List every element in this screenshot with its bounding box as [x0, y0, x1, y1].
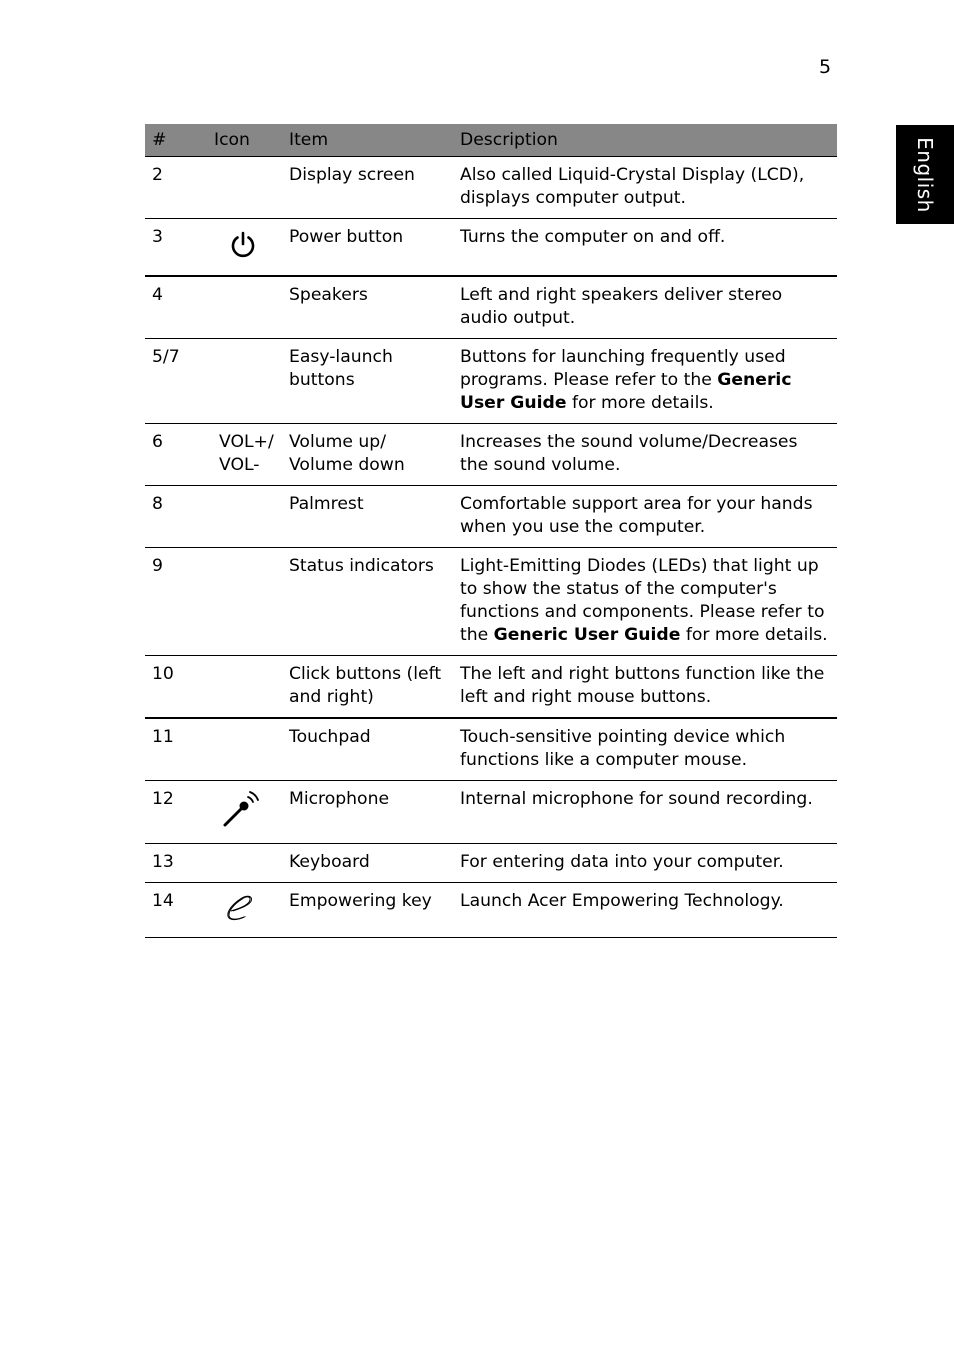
row-number: 11: [145, 718, 212, 781]
row-description: Also called Liquid-Crystal Display (LCD), displays computer output.: [453, 157, 837, 219]
row-number: 9: [145, 548, 212, 656]
row-description: For entering data into your computer.: [453, 844, 837, 883]
page-number: 5: [818, 56, 832, 78]
table-row: [145, 883, 837, 938]
row-description: Launch Acer Empowering Technology.: [453, 883, 837, 938]
row-icon-text: [212, 844, 282, 883]
table-row: [145, 276, 837, 339]
row-description: Internal microphone for sound recording.: [453, 781, 837, 844]
guide-reference: Generic User Guide: [460, 370, 792, 413]
row-item: Empowering key: [282, 883, 453, 938]
header-number: #: [145, 124, 212, 157]
language-tab: [896, 125, 954, 224]
table-row: [145, 424, 837, 486]
guide-reference: Generic User Guide: [493, 625, 681, 645]
row-item: Easy-launch buttons: [282, 339, 453, 424]
row-description: Touch-sensitive pointing device which functions like a computer mouse.: [453, 718, 837, 781]
row-description: Buttons for launching frequently used programs. Please refer to the Generic User Guide for more details.: [453, 339, 837, 424]
row-description: Turns the computer on and off.: [453, 219, 837, 277]
row-item: Click buttons (left and right): [282, 656, 453, 719]
header-item: Item: [282, 124, 453, 157]
row-number: 14: [145, 883, 212, 938]
row-description: Comfortable support area for your hands when you use the computer.: [453, 486, 837, 548]
row-number: 8: [145, 486, 212, 548]
row-icon-text: [212, 276, 282, 339]
row-description: The left and right buttons function like the left and right mouse buttons.: [453, 656, 837, 719]
table-row: [145, 219, 837, 277]
row-description: Left and right speakers deliver stereo audio output.: [453, 276, 837, 339]
table-row: [145, 339, 837, 424]
row-icon: [212, 219, 282, 277]
row-number: 12: [145, 781, 212, 844]
row-item: Status indicators: [282, 548, 453, 656]
row-description: Increases the sound volume/Decreases the sound volume.: [453, 424, 837, 486]
table-row: [145, 781, 837, 844]
row-icon-text: VOL+/ VOL-: [212, 424, 282, 486]
table-row: [145, 548, 837, 656]
microphone-icon: [222, 788, 262, 828]
row-number: 6: [145, 424, 212, 486]
power-icon: [228, 230, 258, 260]
row-icon-text: [212, 339, 282, 424]
row-number: 4: [145, 276, 212, 339]
row-icon-text: [212, 486, 282, 548]
row-number: 3: [145, 219, 212, 277]
language-tab-label: English: [913, 136, 937, 213]
empowering-e-icon: [225, 894, 257, 922]
row-icon-text: [212, 548, 282, 656]
row-number: 10: [145, 656, 212, 719]
header-description: Description: [453, 124, 837, 157]
table-row: [145, 844, 837, 883]
row-item: Display screen: [282, 157, 453, 219]
row-item: Power button: [282, 219, 453, 277]
table-row: [145, 486, 837, 548]
row-item: Microphone: [282, 781, 453, 844]
row-icon-text: [212, 656, 282, 719]
row-item: Touchpad: [282, 718, 453, 781]
row-item: Speakers: [282, 276, 453, 339]
component-table: [145, 124, 837, 938]
row-icon: [212, 781, 282, 844]
row-icon: [212, 883, 282, 938]
header-icon: Icon: [212, 124, 282, 157]
row-item: Volume up/ Volume down: [282, 424, 453, 486]
row-icon-text: [212, 718, 282, 781]
row-icon-text: [212, 157, 282, 219]
table-row: [145, 718, 837, 781]
row-description: Light-Emitting Diodes (LEDs) that light up to show the status of the computer's functions and components. Please refer to the Generic User Guide for more details.: [453, 548, 837, 656]
row-number: 2: [145, 157, 212, 219]
table-row: [145, 656, 837, 719]
table-header-row: [145, 124, 837, 157]
row-number: 5/7: [145, 339, 212, 424]
row-item: Palmrest: [282, 486, 453, 548]
row-item: Keyboard: [282, 844, 453, 883]
table-row: [145, 157, 837, 219]
row-number: 13: [145, 844, 212, 883]
